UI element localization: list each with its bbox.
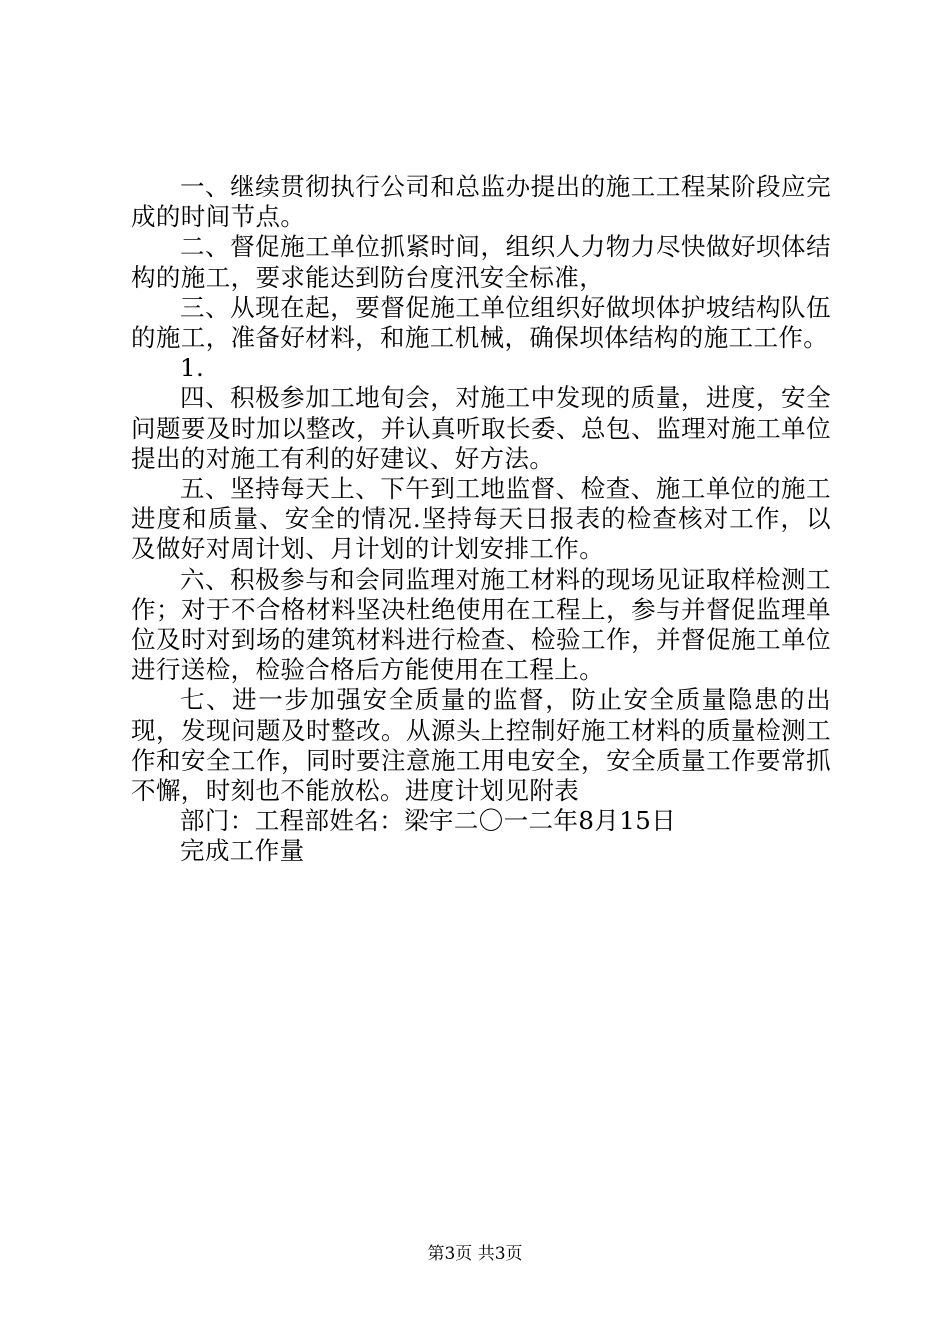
paragraph-4: 四、积极参加工地旬会，对施工中发现的质量，进度，安全问题要及时加以整改，并认真听取长委、总包、监理对施工单位提出的对施工有利的好建议、好方法。	[131, 383, 831, 473]
paragraph-6: 六、积极参与和会同监理对施工材料的现场见证取样检测工作；对于不合格材料坚决杜绝使用在工程上，参与并督促监理单位及时对到场的建筑材料进行检查、检验工作，并督促施工单位进行送检，检验合格后方能使用在工程上。	[131, 564, 831, 685]
document-body	[131, 172, 831, 867]
signature-line: 部门：工程部姓名：梁宇二〇一二年8月15日	[180, 806, 677, 836]
paragraph-2: 二、督促施工单位抓紧时间，组织人力物力尽快做好坝体结构的施工，要求能达到防台度汛安全标准，	[131, 232, 831, 292]
page-footer: 第3页 共3页	[427, 1244, 523, 1264]
paragraph-3: 三、从现在起，要督促施工单位组织好做坝体护坡结构队伍的施工，准备好材料，和施工机械，确保坝体结构的施工工作。	[131, 292, 831, 353]
paragraph-5: 五、坚持每天上、下午到工地监督、检查、施工单位的施工进度和质量、安全的情况.坚持每天日报表的检查核对工作，以及做好对周计划、月计划的计划安排工作。	[131, 474, 831, 564]
paragraph-7: 七、进一步加强安全质量的监督，防止安全质量隐患的出现，发现问题及时整改。从源头上控制好施工材料的质量检测工作和安全工作，同时要注意施工用电安全，安全质量工作要常抓不懈，时刻也不能放松。进度计划见附表	[131, 685, 831, 806]
paragraph-list-marker: 1.	[180, 353, 205, 383]
paragraph-1: 一、继续贯彻执行公司和总监办提出的施工工程某阶段应完成的时间节点。	[131, 172, 831, 232]
completed-workload-line: 完成工作量	[180, 836, 305, 866]
